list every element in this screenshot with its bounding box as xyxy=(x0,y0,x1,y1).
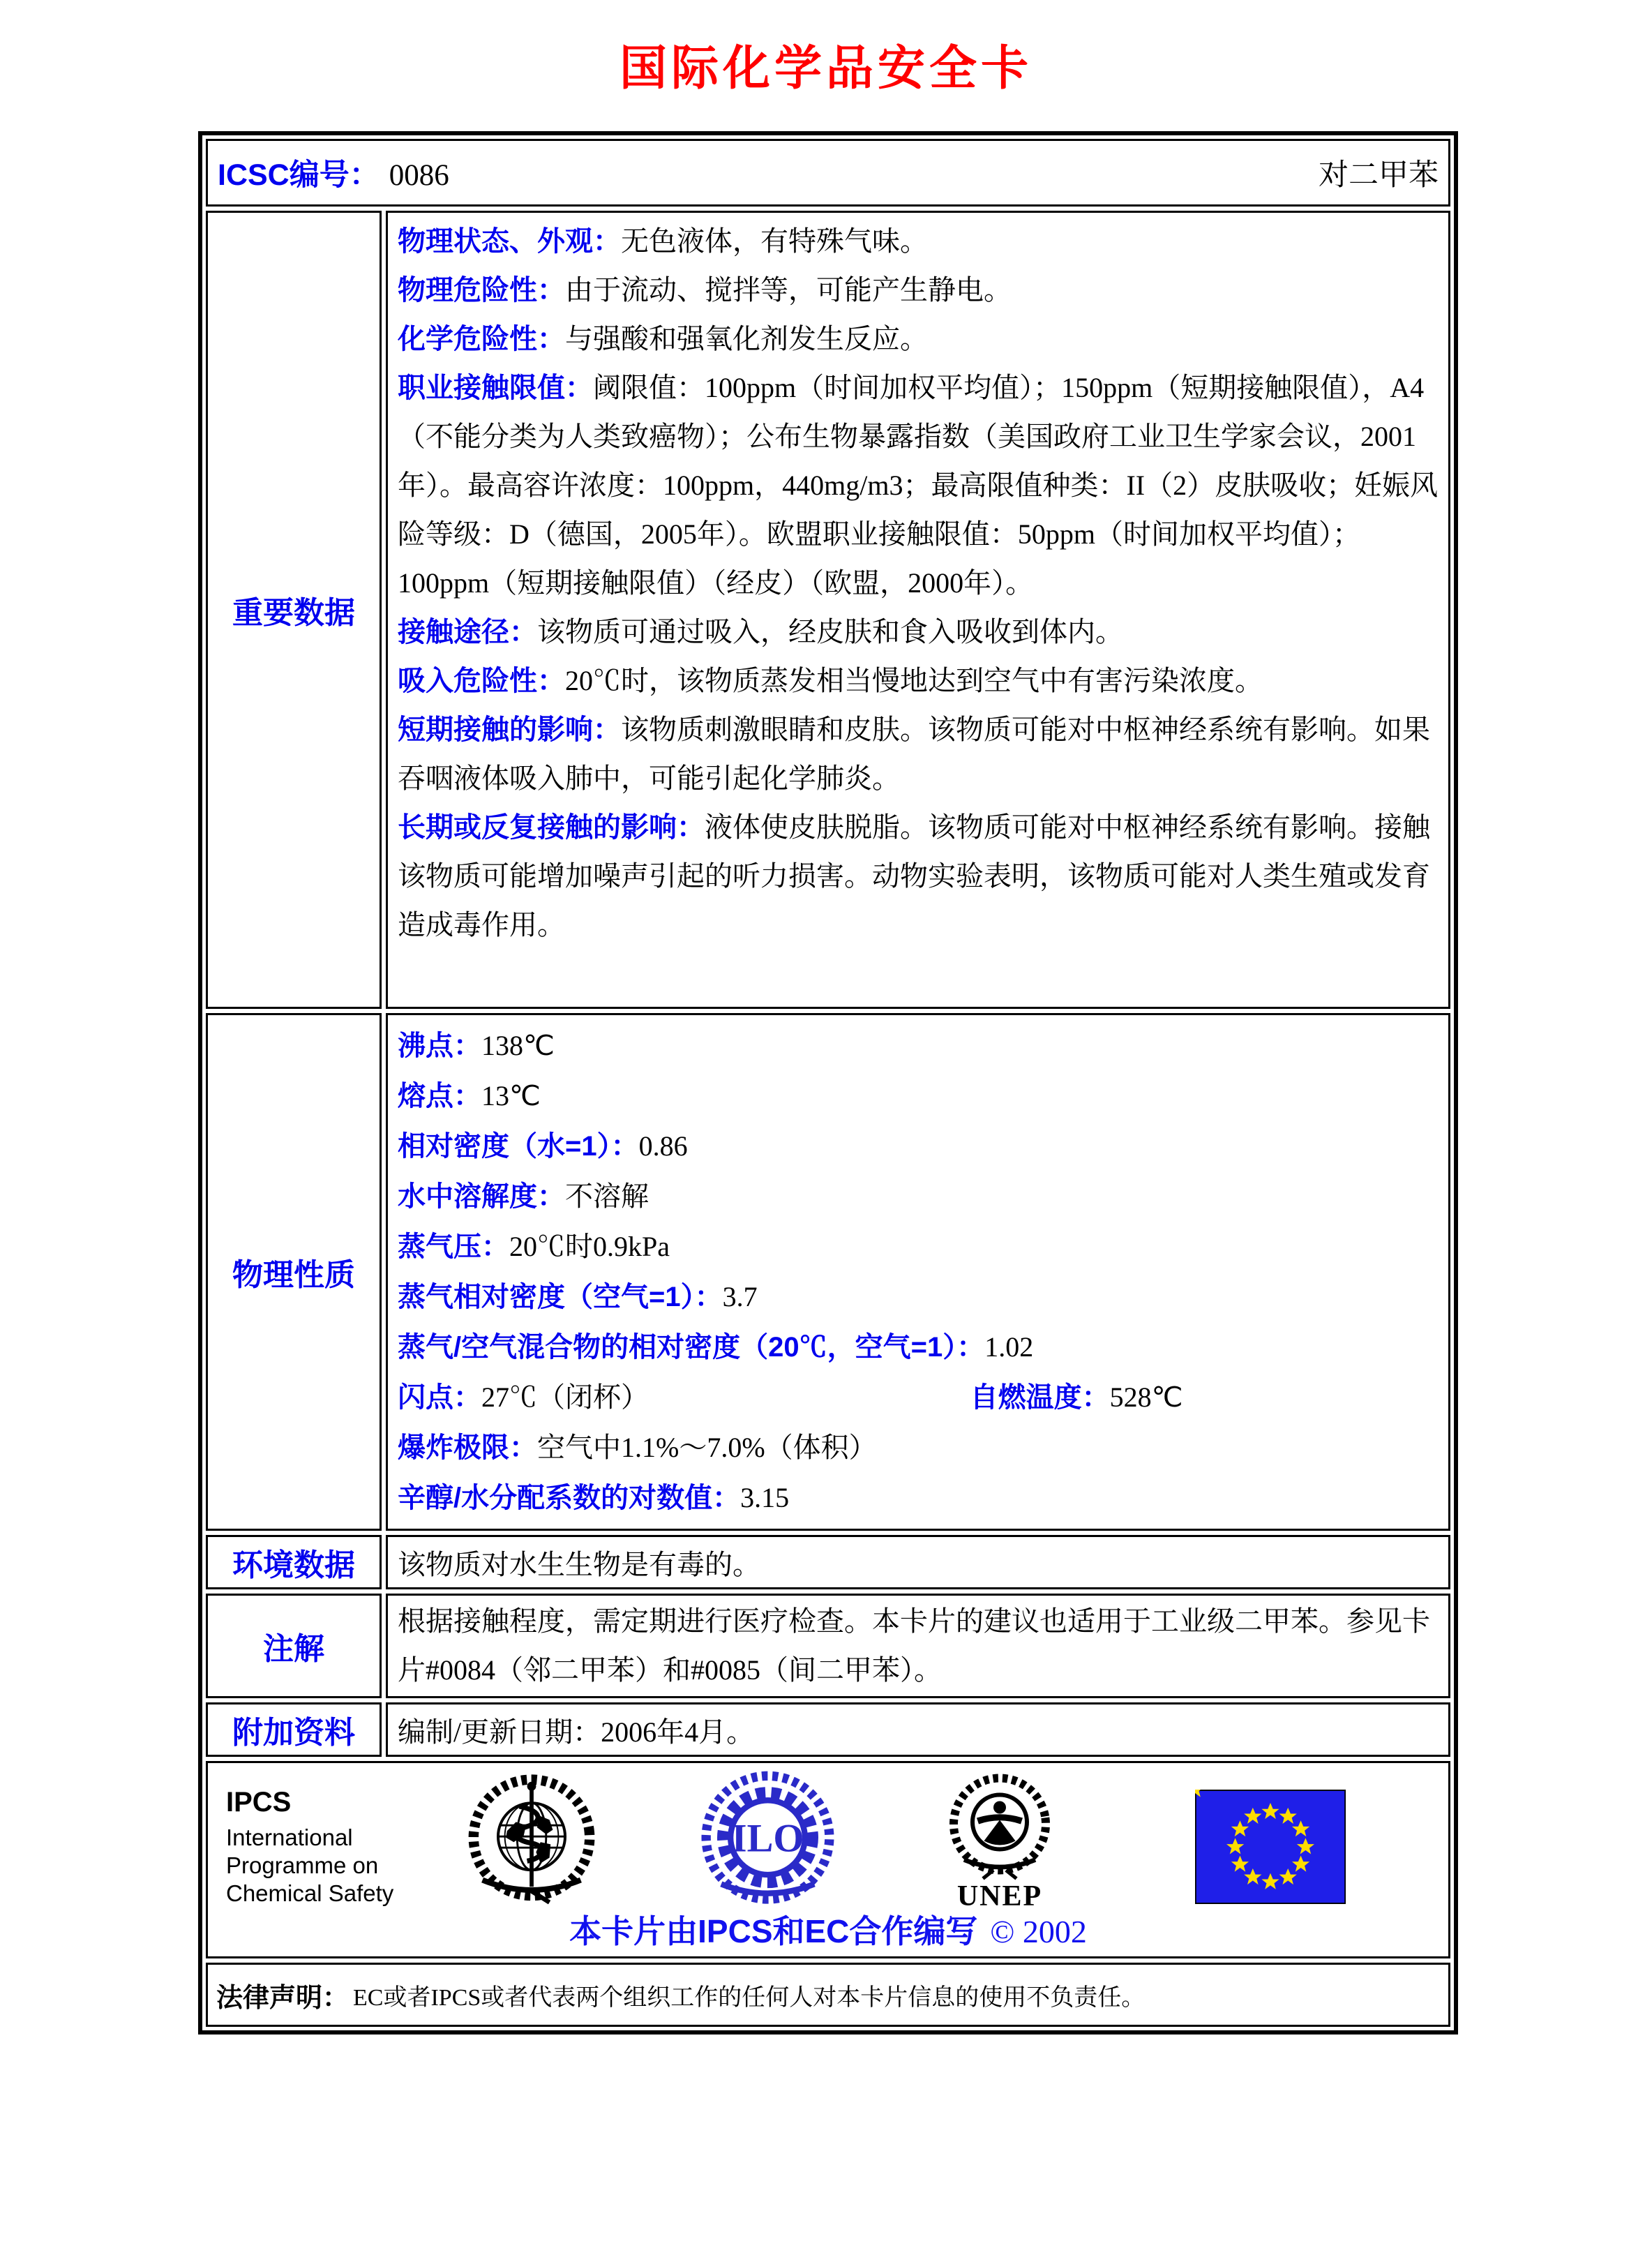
physical-item xyxy=(398,1473,1439,1523)
physical-item-value: 138℃ xyxy=(481,1030,555,1061)
physical-properties-row-label: 物理性质 xyxy=(206,1013,382,1531)
legal-text: EC或者IPCS或者代表两个组织工作的任何人对本卡片信息的使用不负责任。 xyxy=(353,1984,1146,2011)
ipcs-line: Chemical Safety xyxy=(226,1880,394,1906)
physical-item xyxy=(398,1423,1439,1473)
additional-info-row-label: 附加资料 xyxy=(206,1702,382,1757)
physical-item-value: 空气中1.1%～7.0%（体积） xyxy=(537,1432,877,1463)
ipcs-line: International xyxy=(226,1824,353,1850)
unep-caption: UNEP xyxy=(956,1880,1043,1912)
important-item-label: 短期接触的影响： xyxy=(398,714,621,745)
physical-item-value: 3.15 xyxy=(740,1482,790,1513)
physical-item xyxy=(398,1372,970,1423)
ipcs-line: Programme on xyxy=(226,1852,379,1878)
icsc-number-group xyxy=(218,151,449,194)
important-item xyxy=(398,364,1439,608)
physical-item xyxy=(398,1021,1439,1071)
copyright-year: © 2002 xyxy=(990,1914,1087,1949)
who-emblem-icon xyxy=(465,1770,599,1913)
footer-cell xyxy=(206,1761,1450,1958)
additional-info-content: 编制/更新日期：2006年4月。 xyxy=(386,1702,1450,1757)
row-legal xyxy=(206,1963,1450,2027)
legal-label: 法律声明： xyxy=(216,1983,350,2013)
chemical-name: 对二甲苯 xyxy=(1319,159,1439,192)
copyright-text: 本卡片由IPCS和EC合作编写 xyxy=(569,1913,978,1949)
icsc-number-label: ICSC编号： xyxy=(218,158,380,192)
important-data-content xyxy=(386,211,1450,1009)
physical-item-value: 20℃时0.9kPa xyxy=(509,1231,670,1262)
unep-emblem-icon xyxy=(937,1771,1062,1910)
ilo-emblem-icon xyxy=(696,1770,839,1913)
important-item-label: 物理状态、外观： xyxy=(398,226,621,257)
physical-item xyxy=(398,1222,1439,1272)
important-item-label: 吸入危险性： xyxy=(398,666,565,696)
page-title: 国际化学品安全卡 xyxy=(619,42,1032,95)
notes-content: 根据接触程度，需定期进行医疗检查。本卡片的建议也适用于工业级二甲苯。参见卡片#0084（邻二甲苯）和#0085（间二甲苯）。 xyxy=(386,1594,1450,1698)
row-notes xyxy=(206,1594,1450,1698)
physical-item-label: 熔点： xyxy=(398,1081,481,1111)
physical-item-label: 自燃温度： xyxy=(970,1382,1110,1413)
physical-item-label: 辛醇/水分配系数的对数值： xyxy=(398,1483,741,1513)
important-item-label: 化学危险性： xyxy=(398,324,565,354)
physical-item-value: 不溶解 xyxy=(565,1181,649,1212)
physical-item-value: 13℃ xyxy=(481,1080,541,1111)
important-item-text: 阈限值：100ppm（时间加权平均值）；150ppm（短期接触限值），A4（不能分类为人类致癌物）；公布生物暴露指数（美国政府工业卫生学家会议，2001年）。最高容许浓度：100ppm，440mg/m3；最高限值种类：II（2）皮肤吸收；妊娠风险等级：D（德国，2005年）。欧盟职业接触限值：50ppm（时间加权平均值）；100ppm（短期接触限值）（经皮）（欧盟，2000年）。 xyxy=(398,372,1439,599)
legal-cell xyxy=(206,1963,1450,2027)
physical-item-value: 27℃（闭杯） xyxy=(481,1381,649,1413)
row-environmental-data xyxy=(206,1535,1450,1589)
notes-row-label: 注解 xyxy=(206,1594,382,1698)
physical-item xyxy=(398,1272,1439,1322)
important-item xyxy=(398,803,1439,950)
important-item-text: 20℃时，该物质蒸发相当慢地达到空气中有害污染浓度。 xyxy=(565,665,1263,696)
physical-item-label: 蒸气相对密度（空气=1）： xyxy=(398,1282,723,1312)
physical-item-value: 1.02 xyxy=(984,1331,1034,1363)
physical-item-value: 3.7 xyxy=(722,1281,758,1312)
important-item-text: 由于流动、搅拌等，可能产生静电。 xyxy=(565,274,1012,306)
physical-item xyxy=(398,1322,1439,1372)
row-header xyxy=(206,139,1450,207)
row-additional-info xyxy=(206,1702,1450,1757)
row-footer-logos xyxy=(206,1761,1450,1958)
physical-item-label: 水中溶解度： xyxy=(398,1181,565,1212)
row-physical-properties xyxy=(206,1013,1450,1531)
important-item xyxy=(398,705,1439,803)
important-item-label: 物理危险性： xyxy=(398,275,565,306)
physical-flashpoint-autoignition-line xyxy=(398,1372,1439,1423)
safety-card-table xyxy=(198,131,1458,2035)
physical-item xyxy=(398,1171,1439,1222)
important-item-label: 长期或反复接触的影响： xyxy=(398,812,705,843)
important-item xyxy=(398,657,1439,705)
important-data-row-label: 重要数据 xyxy=(206,211,382,1009)
important-item-text: 该物质刺激眼睛和皮肤。该物质可能对中枢神经系统有影响。如果吞咽液体吸入肺中，可能引起化学肺炎。 xyxy=(398,714,1430,794)
ilo-letters: ILO xyxy=(731,1817,804,1861)
physical-item xyxy=(398,1071,1439,1121)
ipcs-text-block xyxy=(226,1787,393,1908)
physical-item-label: 爆炸极限： xyxy=(398,1432,537,1463)
eu-flag-icon xyxy=(1195,1790,1346,1908)
row-important-data xyxy=(206,211,1450,1009)
physical-item xyxy=(398,1121,1439,1171)
important-item-text: 与强酸和强氧化剂发生反应。 xyxy=(565,323,928,354)
physical-item-label: 蒸气/空气混合物的相对密度（20℃，空气=1）： xyxy=(398,1332,985,1363)
environmental-data-row-label: 环境数据 xyxy=(206,1535,382,1589)
important-item-label: 接触途径： xyxy=(398,617,537,647)
header-cell xyxy=(206,139,1450,207)
important-item xyxy=(398,315,1439,364)
physical-properties-content xyxy=(386,1013,1450,1531)
physical-item xyxy=(970,1372,1183,1423)
important-item xyxy=(398,608,1439,657)
ipcs-name: IPCS xyxy=(226,1787,292,1818)
important-item-label: 职业接触限值： xyxy=(398,373,593,403)
environmental-data-content: 该物质对水生生物是有毒的。 xyxy=(386,1535,1450,1589)
physical-item-label: 闪点： xyxy=(398,1382,481,1413)
important-item xyxy=(398,266,1439,315)
physical-item-label: 相对密度（水=1）： xyxy=(398,1131,639,1162)
important-item xyxy=(398,217,1439,266)
physical-item-label: 蒸气压： xyxy=(398,1231,509,1262)
important-item-text: 无色液体，有特殊气味。 xyxy=(621,225,928,257)
important-item-text: 该物质可通过吸入，经皮肤和食入吸收到体内。 xyxy=(537,616,1123,647)
copyright-line xyxy=(208,1906,1448,1952)
physical-item-value: 0.86 xyxy=(638,1130,688,1162)
icsc-number-value: 0086 xyxy=(389,159,449,192)
physical-item-label: 沸点： xyxy=(398,1031,481,1061)
important-item-text: 液体使皮肤脱脂。该物质可能对中枢神经系统有影响。接触该物质可能增加噪声引起的听力损害。动物实验表明，该物质可能对人类生殖或发育造成毒作用。 xyxy=(398,811,1430,941)
physical-item-value: 528℃ xyxy=(1109,1381,1183,1413)
